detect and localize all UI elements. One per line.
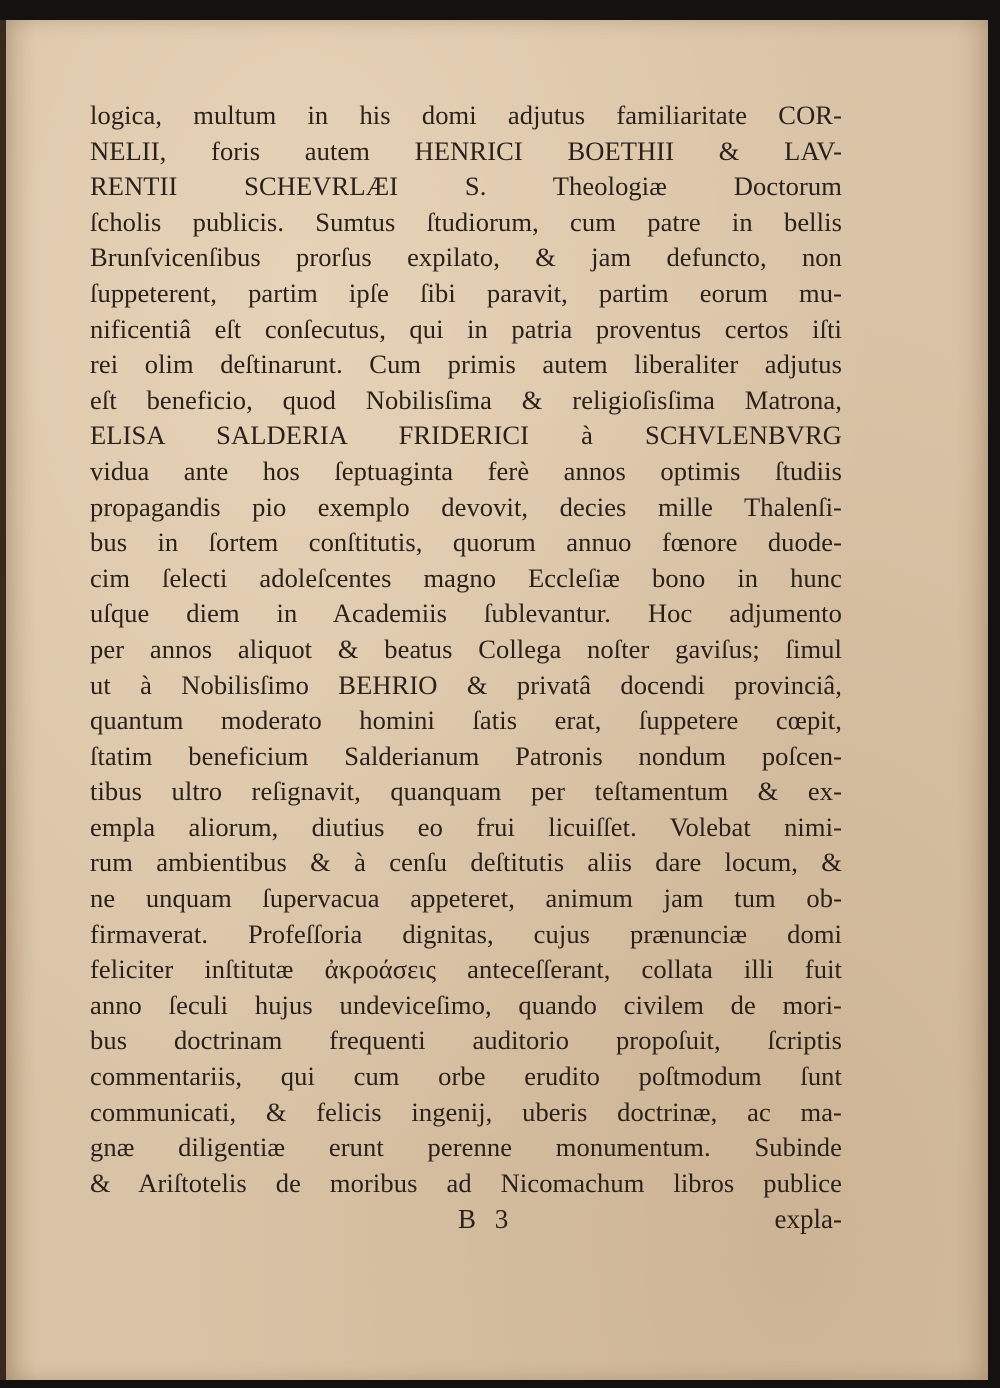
- text-line-24: firmaverat. Profeſſoria dignitas, cujus prænunciæ domi: [90, 918, 842, 949]
- text-line-5: Brunſvicenſibus prorſus expilato, & jam defuncto, non: [90, 242, 842, 273]
- text-line-9: eſt beneficio, quod Nobilisſima & religioſisſima Matrona,: [90, 384, 842, 415]
- text-line-3: RENTII SCHEVRLÆI S. Theologiæ Doctorum: [90, 171, 842, 202]
- text-line-30: gnæ diligentiæ erunt perenne monumentum. Subinde: [90, 1132, 842, 1163]
- book-page: [6, 20, 988, 1380]
- text-line-21: empla aliorum, diutius eo frui licuiſſet. Volebat nimi-: [90, 811, 842, 842]
- text-line-18: quantum moderato homini ſatis erat, ſuppetere cœpit,: [90, 705, 842, 736]
- text-line-1: logica, multum in his domi adjutus familiaritate COR-: [90, 100, 842, 130]
- text-line-22: rum ambientibus & à cenſu deſtitutis aliis dare locum, &: [90, 847, 842, 878]
- text-line-7: nificentiâ eſt conſecutus, qui in patria proventus certos iſti: [90, 313, 842, 344]
- text-line-26: anno ſeculi hujus undeviceſimo, quando civilem de mori-: [90, 989, 842, 1020]
- page-footer: [90, 1204, 842, 1244]
- text-line-15: uſque diem in Academiis ſublevantur. Hoc adjumento: [90, 598, 842, 629]
- text-line-16: per annos aliquot & beatus Collega noſter gaviſus; ſimul: [90, 633, 842, 664]
- body-text: [90, 98, 842, 1201]
- text-line-29: communicati, & felicis ingenij, uberis doctrinæ, ac ma-: [90, 1096, 842, 1127]
- text-line-27: bus doctrinam frequenti auditorio propoſuit, ſcriptis: [90, 1025, 842, 1056]
- text-line-25: feliciter inſtitutæ ἀκροάσεις anteceſſerant, collata illi fuit: [90, 954, 842, 985]
- text-line-10: ELISA SALDERIA FRIDERICI à SCHVLENBVRG: [90, 420, 842, 451]
- text-line-4: ſcholis publicis. Sumtus ſtudiorum, cum patre in bellis: [90, 206, 842, 237]
- text-line-14: cim ſelecti adoleſcentes magno Eccleſiæ bono in hunc: [90, 562, 842, 593]
- text-line-31: & Ariſtotelis de moribus ad Nicomachum libros publice: [90, 1167, 842, 1198]
- text-line-12: propagandis pio exemplo devovit, decies mille Thalenſi-: [90, 491, 842, 522]
- text-line-23: ne unquam ſupervacua appeteret, animum jam tum ob-: [90, 883, 842, 914]
- text-line-17: ut à Nobilisſimo BEHRIO & privatâ docendi provinciâ,: [90, 669, 842, 700]
- text-line-2: NELII, foris autem HENRICI BOETHII & LAV-: [90, 135, 842, 166]
- text-line-6: ſuppeterent, partim ipſe ſibi paravit, partim eorum mu-: [90, 277, 842, 308]
- text-line-13: bus in ſortem conſtitutis, quorum annuo fœnore duode-: [90, 527, 842, 558]
- signature-mark: B 3: [458, 1204, 515, 1234]
- text-line-20: tibus ultro reſignavit, quanquam per teſtamentum & ex-: [90, 776, 842, 807]
- text-line-11: vidua ante hos ſeptuaginta ferè annos optimis ſtudiis: [90, 455, 842, 486]
- text-line-19: ſtatim beneficium Salderianum Patronis nondum poſcen-: [90, 740, 842, 771]
- catchword: expla-: [774, 1204, 842, 1234]
- text-line-28: commentariis, qui cum orbe erudito poſtmodum ſunt: [90, 1061, 842, 1092]
- text-line-8: rei olim deſtinarunt. Cum primis autem liberaliter adjutus: [90, 349, 842, 380]
